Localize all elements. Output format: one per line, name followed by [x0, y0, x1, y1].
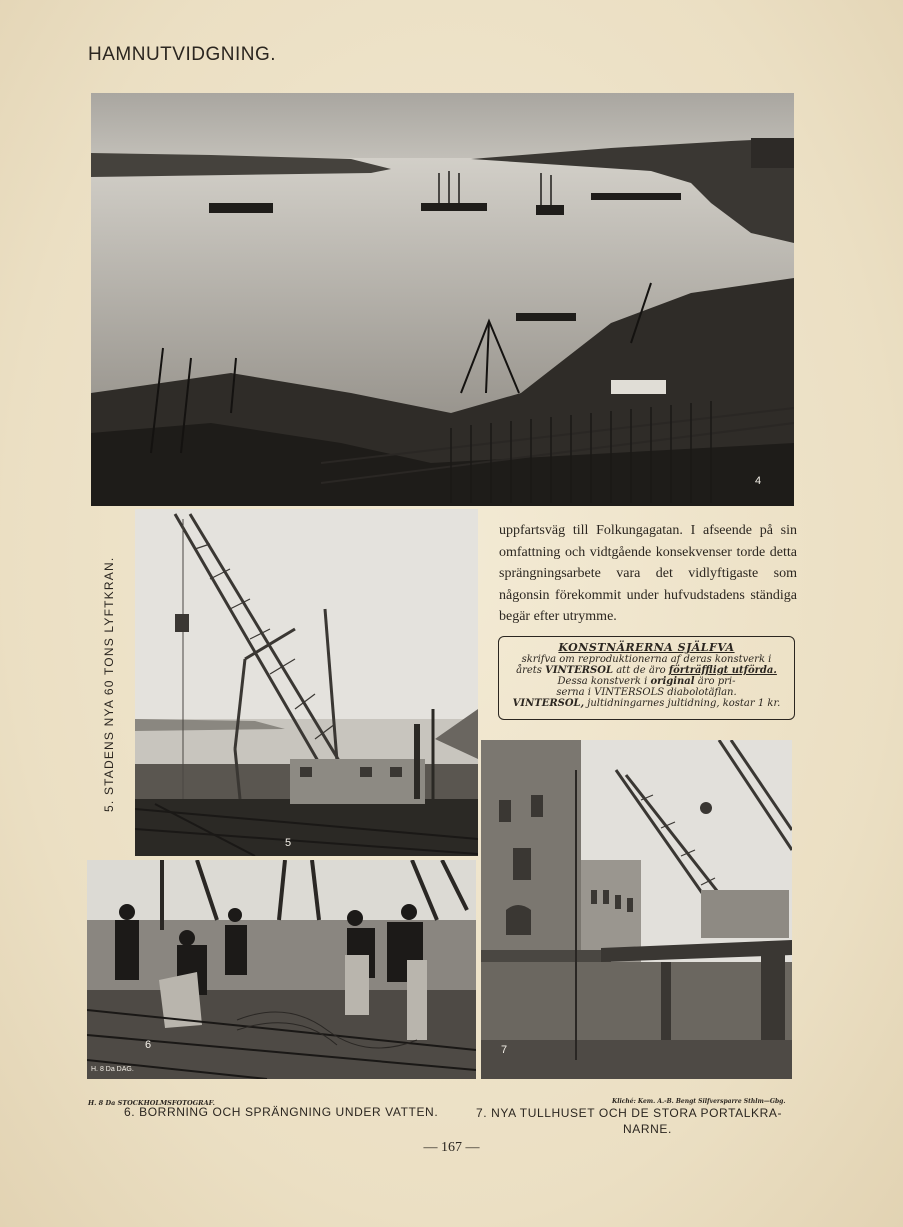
photo-harbour-panorama — [91, 93, 794, 506]
cliche-credit: Kliché: Kem. A.-B. Bengt Silfversparre Sthlm—Gbg. — [612, 1098, 786, 1105]
plate-number-6: 6 — [145, 1039, 152, 1051]
photo-floating-crane — [135, 509, 478, 856]
plate-number-7: 7 — [501, 1044, 508, 1056]
advert-line-2: årets VINTERSOL att de äro förträffligt utförda. — [516, 665, 777, 676]
plate-number-5: 5 — [285, 837, 292, 849]
photo-6-caption: 6. BORRNING OCH SPRÄNGNING UNDER VATTEN. — [124, 1105, 439, 1119]
photographer-stamp: H. 8 Da DAG. — [91, 1066, 134, 1073]
photo-7-caption-line-2: NARNE. — [623, 1122, 672, 1136]
photo-credit: H. 8 Da STOCKHOLMSFOTOGRAF. — [88, 1099, 215, 1107]
article-body-text: uppfartsväg till Folkungagatan. I afseende på sin omfattning och vidtgående konsekvenser torde detta sprängningsarbete vara det vidlyftigaste som någonsin förekommit under hufvudstadens ständiga begär efter utrymme. — [499, 523, 797, 624]
page-header: HAMNUTVIDGNING. — [88, 44, 276, 65]
vintersol-advert — [498, 636, 795, 720]
photo-5-caption: 5. STADENS NYA 60 TONS LYFTKRAN. — [102, 556, 116, 812]
advert-line-1: skrifva om reproduktionerna af deras konstverk i — [521, 654, 772, 665]
photo-7-caption-line-1: 7. NYA TULLHUSET OCH DE STORA PORTALKRA- — [476, 1106, 783, 1120]
plate-number-4: 4 — [755, 475, 762, 487]
advert-title: KONSTNÄRERNA SJÄLFVA — [558, 641, 735, 654]
page-number: — 167 — — [423, 1140, 480, 1155]
advert-line-3: Dessa konstverk i original äro pri- — [557, 676, 736, 687]
photo-customs-house — [481, 740, 792, 1079]
advert-line-4: serna i VINTERSOLS diabolotäflan. — [556, 687, 737, 698]
photo-drilling-workers — [87, 860, 476, 1079]
advert-line-5: VINTERSOL, jultidningarnes jultidning, kostar 1 kr. — [512, 698, 781, 709]
